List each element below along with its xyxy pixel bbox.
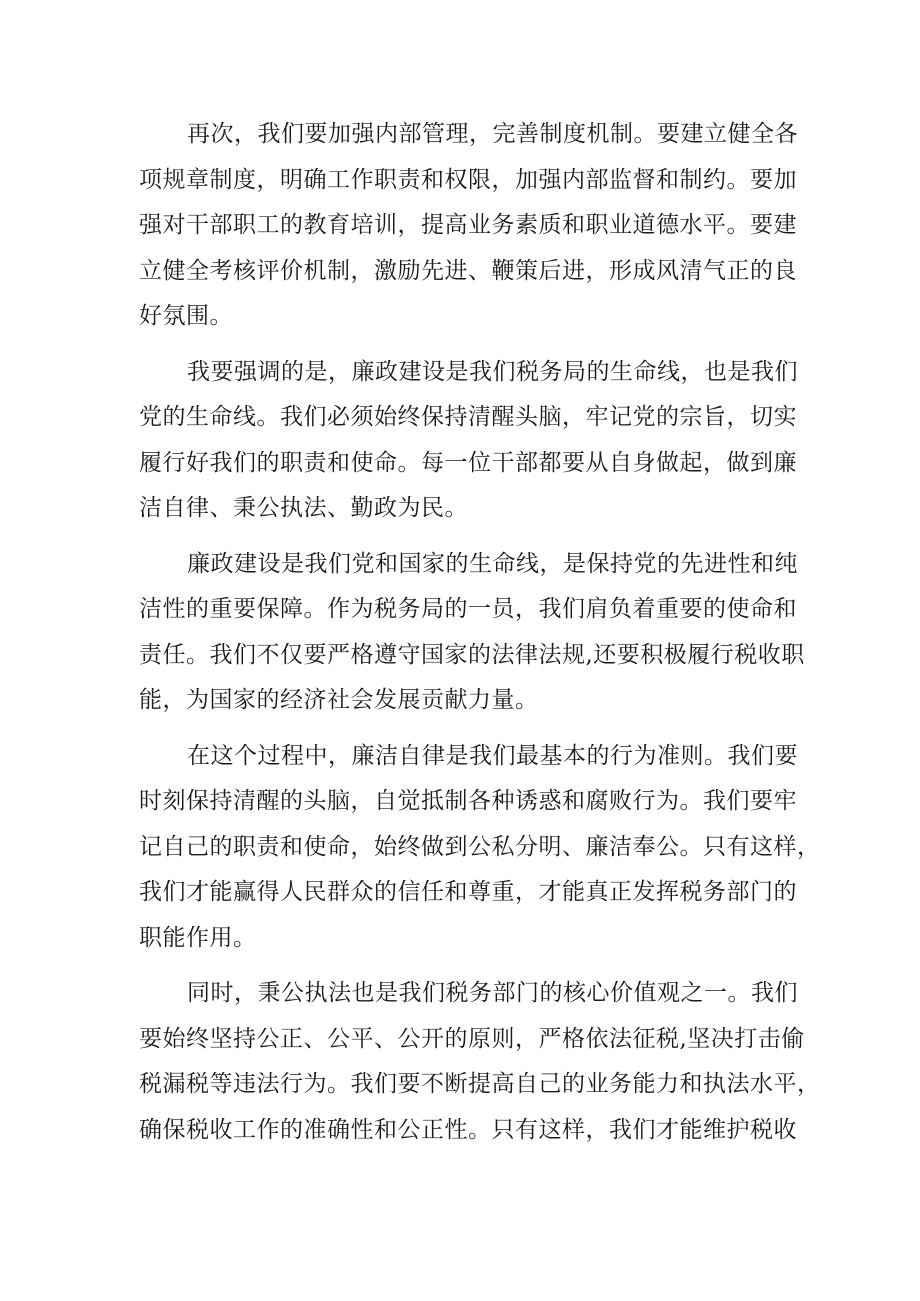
paragraph-line: 履行好我们的职责和使命。每一位干部都要从自身做起，做到廉 <box>139 449 797 476</box>
paragraph-line: 时刻保持清醒的头脑，自觉抵制各种诱惑和腐败行为。我们要牢 <box>139 788 797 814</box>
paragraph-line: 确保税收工作的准确性和公正性。只有这样，我们才能维护税收 <box>139 1116 797 1143</box>
paragraph-impartial-enforcement <box>139 971 821 1153</box>
paragraph-self-discipline <box>139 734 821 962</box>
paragraph-line: 我要强调的是，廉政建设是我们税务局的生命线，也是我们 <box>187 358 798 385</box>
paragraph-line: 职能作用。 <box>139 924 257 951</box>
paragraph-line: 廉政建设是我们党和国家的生命线，是保持党的先进性和纯 <box>187 550 798 577</box>
paragraph-line: 项规章制度，明确工作职责和权限，加强内部监督和制约。要加 <box>139 166 797 193</box>
paragraph-line: 同时，秉公执法也是我们税务部门的核心价值观之一。我们 <box>187 980 798 1006</box>
paragraph-line: 再次，我们要加强内部管理，完善制度机制。要建立健全各 <box>187 121 798 147</box>
paragraph-spacer <box>139 532 795 542</box>
paragraph-spacer <box>139 961 795 971</box>
paragraph-line: 洁性的重要保障。作为税务局的一员，我们肩负着重要的使命和 <box>139 596 797 622</box>
paragraph-line: 立健全考核评价机制，激励先进、鞭策后进，形成风清气正的良 <box>139 257 797 284</box>
paragraph-line: 要始终坚持公正、公平、公开的原则，严格依法征税,坚决打击偷 <box>139 1025 805 1052</box>
document-body <box>139 112 821 1153</box>
paragraph-lifeline-emphasis <box>139 350 798 532</box>
paragraph-line: 好氛围。 <box>139 303 233 329</box>
paragraph-line: 党的生命线。我们必须始终保持清醒头脑，牢记党的宗旨，切实 <box>139 404 797 430</box>
paragraph-spacer <box>139 340 795 350</box>
paragraph-line: 税漏税等违法行为。我们要不断提高自己的业务能力和执法水平， <box>139 1071 821 1097</box>
paragraph-spacer <box>139 724 795 734</box>
paragraph-integrity-guarantee <box>139 542 805 724</box>
paragraph-internal-management <box>139 112 798 340</box>
paragraph-line: 我们才能赢得人民群众的信任和尊重，才能真正发挥税务部门的 <box>139 879 797 905</box>
paragraph-line: 记自己的职责和使命，始终做到公私分明、廉洁奉公。只有这样， <box>139 833 821 860</box>
paragraph-line: 洁自律、秉公执法、勤政为民。 <box>139 495 468 521</box>
paragraph-line: 强对干部职工的教育培训，提高业务素质和职业道德水平。要建 <box>139 212 797 238</box>
paragraph-line: 能，为国家的经济社会发展贡献力量。 <box>139 687 539 713</box>
paragraph-line: 在这个过程中，廉洁自律是我们最基本的行为准则。我们要 <box>187 742 798 769</box>
paragraph-line: 责任。我们不仅要严格遵守国家的法律法规,还要积极履行税收职 <box>139 641 805 668</box>
